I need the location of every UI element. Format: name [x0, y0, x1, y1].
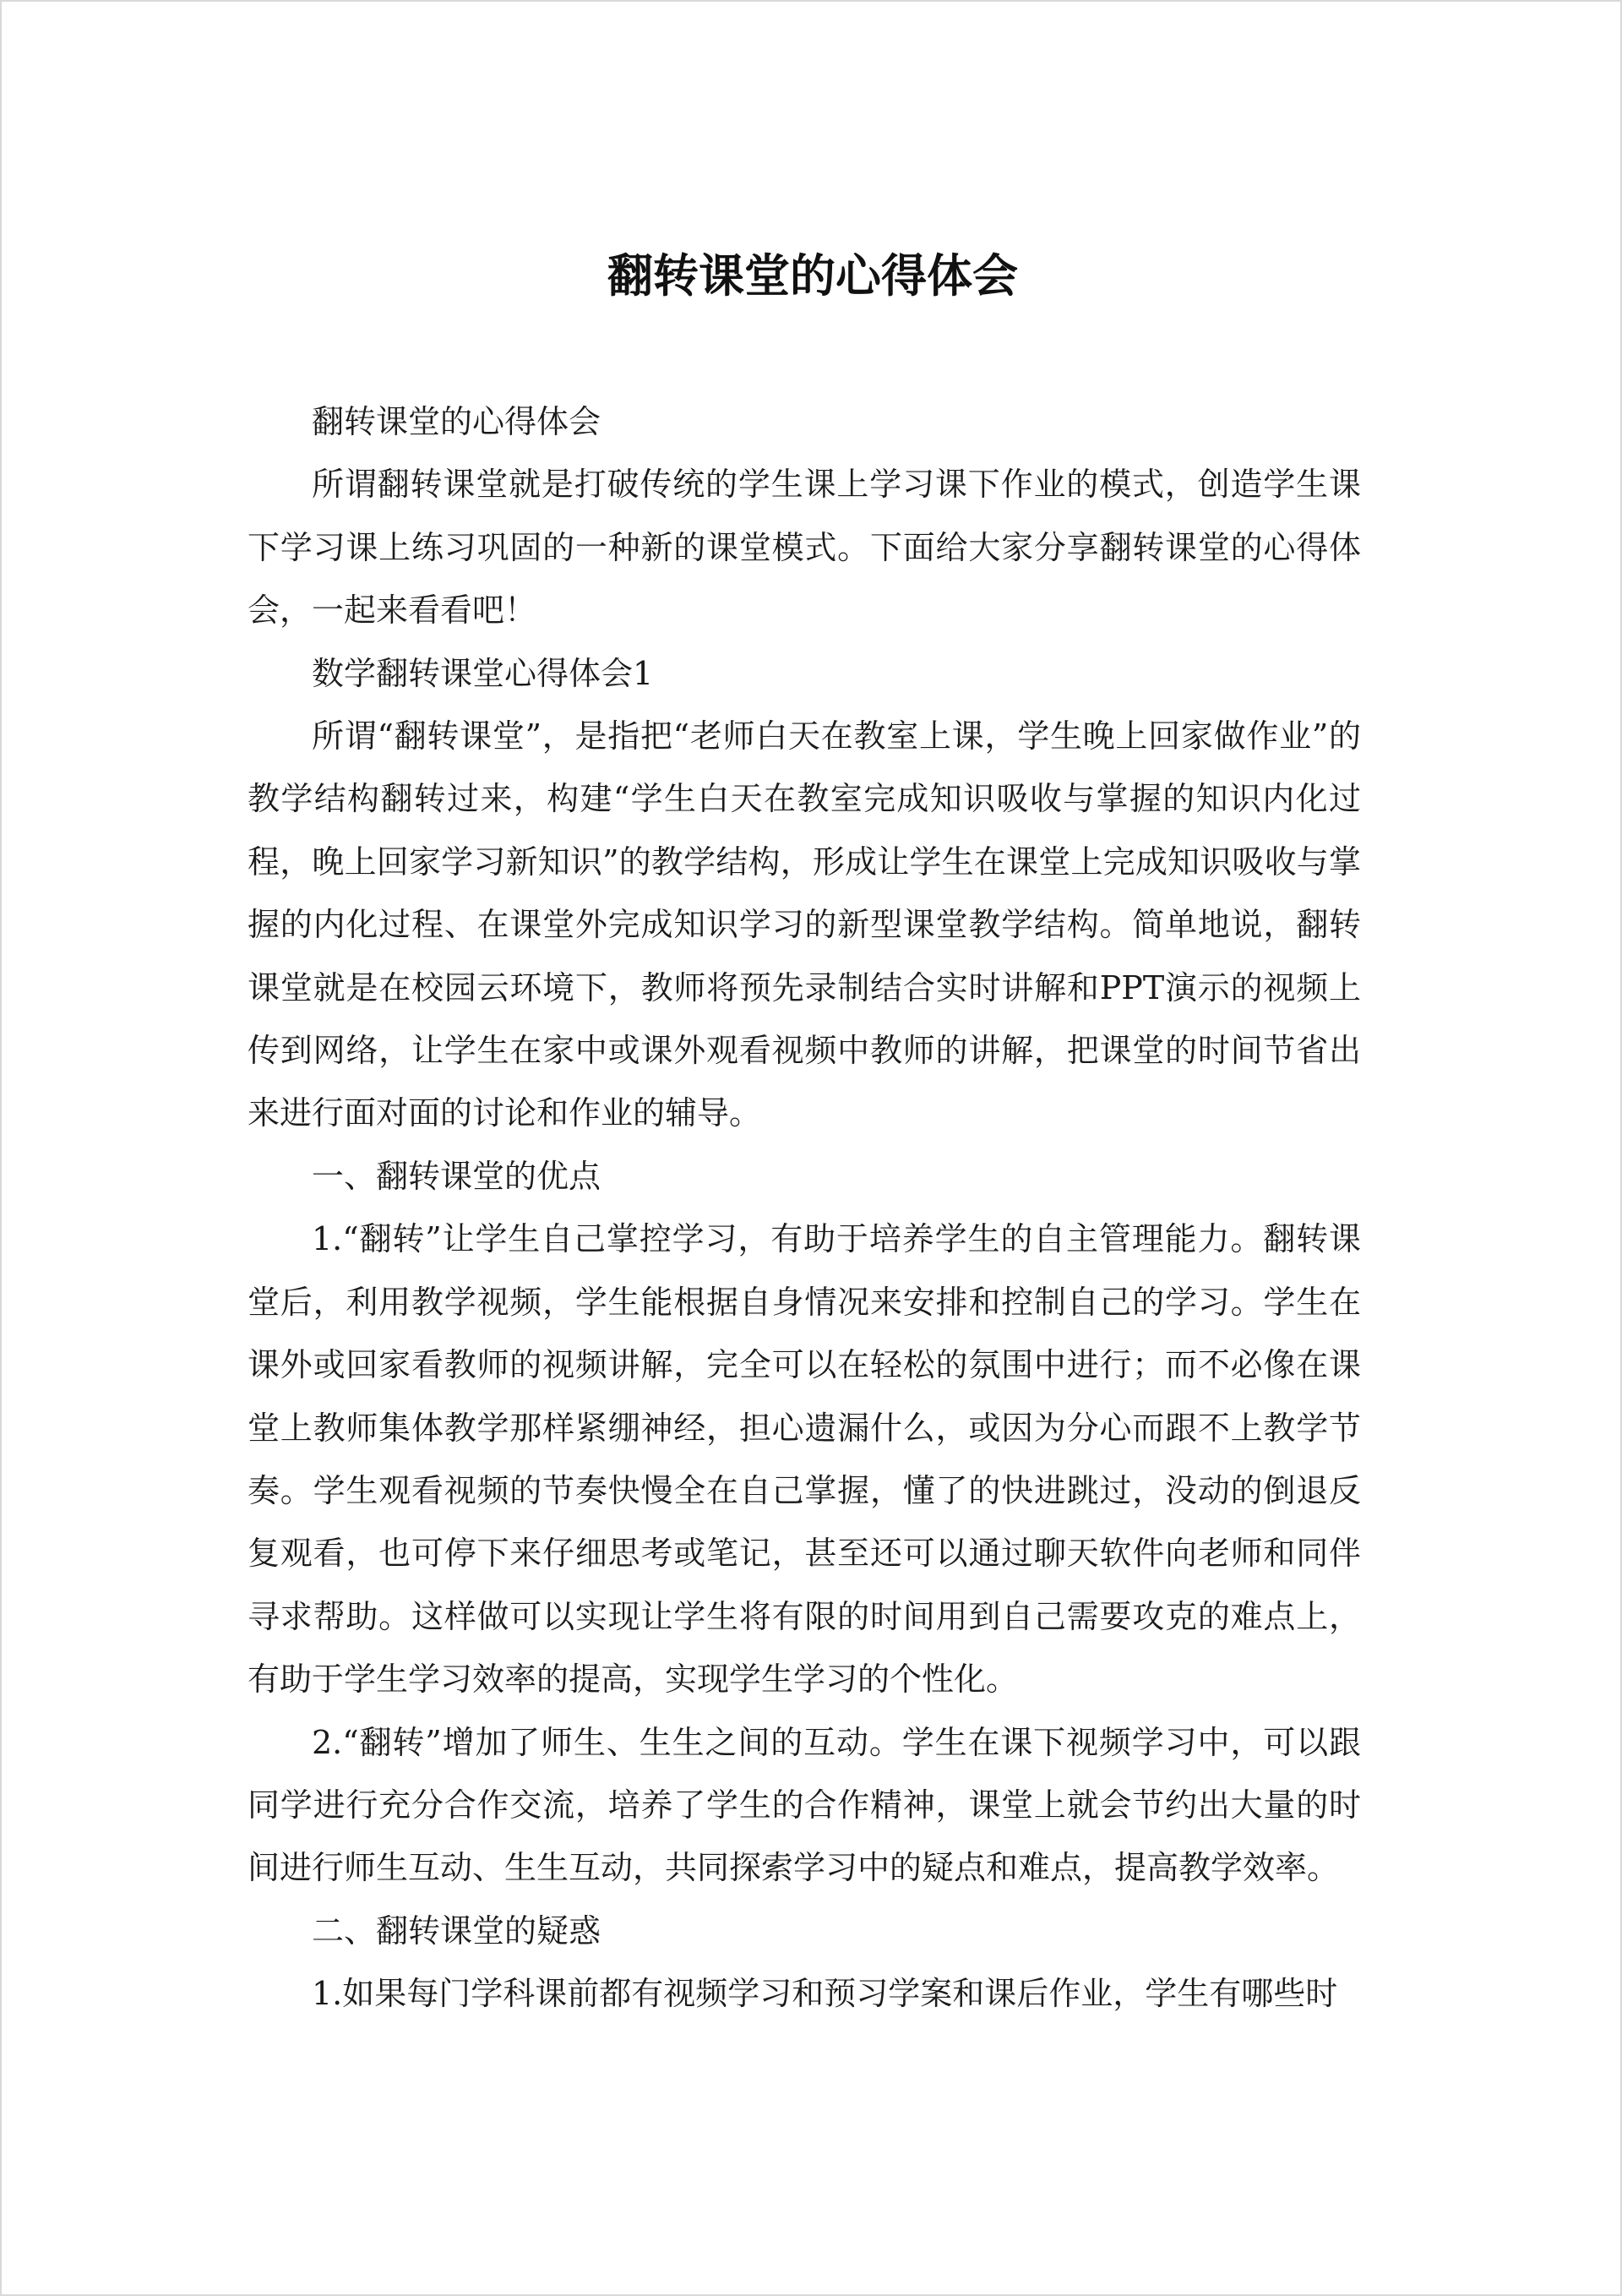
document-title: 翻转课堂的心得体会 [607, 249, 1018, 303]
paragraph-heading-advantages: 一、翻转课堂的优点 [312, 1157, 601, 1195]
paragraph-doubt-1: 1.如果每门学科课前都有视频学习和预习学案和课后作业，学生有哪些时 [312, 1975, 1338, 2013]
document-body [248, 390, 1361, 2026]
paragraph-heading-doubts: 二、翻转课堂的疑惑 [312, 1912, 601, 1950]
paragraph-subtitle: 翻转课堂的心得体会 [312, 403, 601, 440]
paragraph-advantage-1: 1.“翻转”让学生自己掌控学习，有助于培养学生的自主管理能力。翻转课堂后，利用教学视频，学生能根据自身情况来安排和控制自己的学习。学生在课外或回家看教师的视频讲解，完全可以在轻松的氛围中进行；而不必像在课堂上教师集体教学那样紧绷神经，担心遗漏什么，或因为分心而跟不上教学节奏。学生观看视频的节奏快慢全在自己掌握，懂了的快进跳过，没动的倒退反复观看，也可停下来仔细思考或笔记，甚至还可以通过聊天软件向老师和同伴寻求帮助。这样做可以实现让学生将有限的时间用到自己需要攻克的难点上，有助于学生学习效率的提高，实现学生学习的个性化。 [248, 1220, 1361, 1699]
paragraph-advantage-2: 2.“翻转”增加了师生、生生之间的互动。学生在课下视频学习中，可以跟同学进行充分合作交流，培养了学生的合作精神，课堂上就会节约出大量的时间进行师生互动、生生互动，共同探索学习中的疑点和难点，提高教学效率。 [248, 1723, 1361, 1887]
paragraph-definition: 所谓“翻转课堂”，是指把“老师白天在教室上课，学生晚上回家做作业”的教学结构翻转过来，构建“学生白天在教室完成知识吸收与掌握的知识内化过程，晚上回家学习新知识”的教学结构，形成让学生在课堂上完成知识吸收与掌握的内化过程、在课堂外完成知识学习的新型课堂教学结构。简单地说，翻转课堂就是在校园云环境下，教师将预先录制结合实时讲解和PPT演示的视频上传到网络，让学生在家中或课外观看视频中教师的讲解，把课堂的时间节省出来进行面对面的讨论和作业的辅导。 [248, 717, 1361, 1132]
paragraph-intro: 所谓翻转课堂就是打破传统的学生课上学习课下作业的模式，创造学生课下学习课上练习巩固的一种新的课堂模式。下面给大家分享翻转课堂的心得体会，一起来看看吧！ [248, 466, 1361, 630]
paragraph-section-heading: 数学翻转课堂心得体会1 [312, 654, 654, 692]
